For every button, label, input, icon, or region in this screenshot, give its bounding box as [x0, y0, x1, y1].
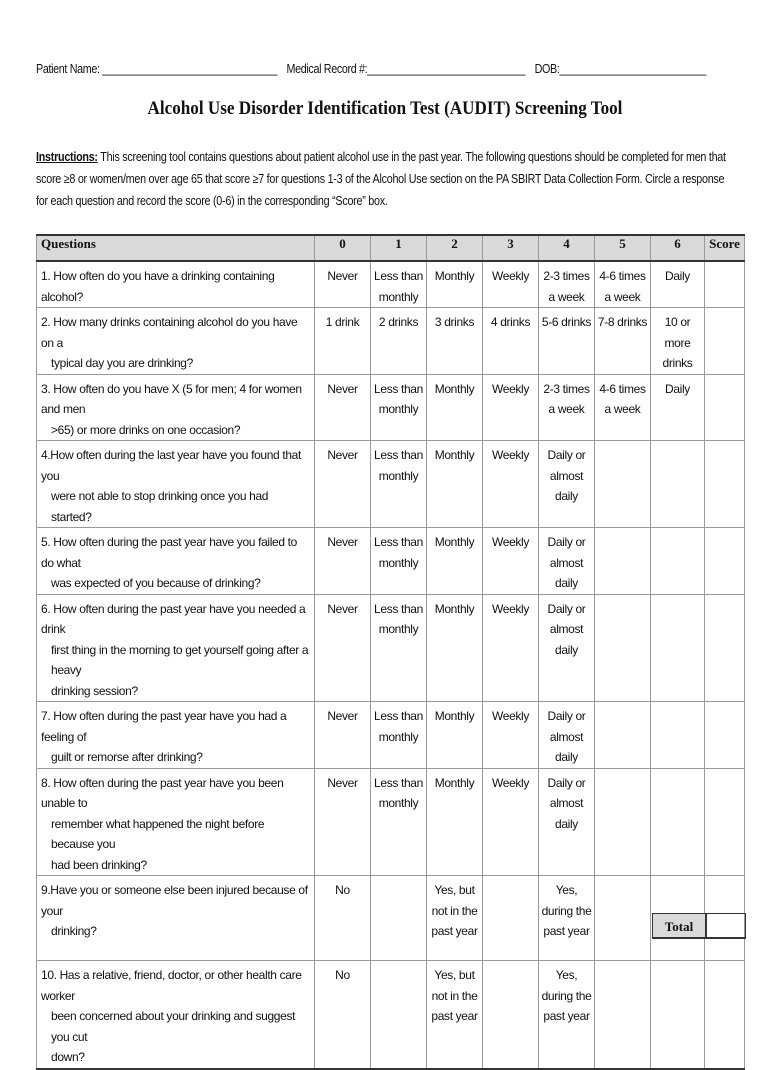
response-option-3[interactable] [483, 702, 539, 769]
response-option-5[interactable] [595, 261, 651, 308]
header-score: Score [705, 235, 745, 261]
response-option-5 [595, 961, 651, 1069]
response-option-label: Never [327, 601, 358, 616]
response-option-label: No [335, 883, 350, 897]
response-option-0[interactable] [315, 876, 371, 961]
response-option-5[interactable] [595, 374, 651, 441]
response-option-2[interactable] [427, 528, 483, 595]
response-option-0[interactable] [315, 528, 371, 595]
response-option-6[interactable] [651, 261, 705, 308]
response-option-label [651, 528, 704, 532]
table-row [37, 261, 745, 308]
response-option-1[interactable] [371, 308, 427, 375]
response-option-label: Monthly [434, 709, 475, 723]
response-option-2[interactable] [427, 876, 483, 961]
response-option-2[interactable] [427, 594, 483, 702]
header-6: 6 [651, 235, 705, 261]
response-option-label: Never [327, 269, 358, 283]
response-option-5 [595, 768, 651, 876]
table-row [37, 308, 745, 375]
question-text: >65) or more drinks on one occasion? [51, 422, 241, 437]
question-cell [37, 261, 315, 308]
response-option-label [371, 876, 426, 880]
response-option-0[interactable] [315, 261, 371, 308]
score-cell[interactable] [705, 308, 745, 375]
table-header-row [37, 235, 745, 261]
response-option-4[interactable] [539, 768, 595, 876]
question-text: 7. How often during the past year have you had a feeling of [41, 709, 287, 744]
response-option-label: Yes, but not in the past year [431, 968, 478, 1023]
page-title: Alcohol Use Disorder Identification Test (AUDIT) Screening Tool [147, 98, 623, 119]
response-option-label [595, 595, 650, 599]
response-option-label: Daily or almost daily [547, 448, 586, 503]
response-option-5 [595, 702, 651, 769]
response-option-label [595, 702, 650, 706]
question-text: 3. How often do you have X (5 for men; 4 for women and men [41, 381, 302, 416]
response-option-label: Less than monthly [374, 775, 423, 810]
response-option-2[interactable] [427, 261, 483, 308]
patient-header [36, 62, 707, 76]
response-option-5 [595, 876, 651, 961]
response-option-label: Weekly [491, 269, 530, 283]
question-text: drinking session? [51, 683, 138, 698]
question-text: was expected of you because of drinking? [51, 576, 261, 590]
response-option-3[interactable] [483, 441, 539, 528]
response-option-label: Daily or almost daily [547, 709, 586, 764]
response-option-label: 3 drinks [434, 315, 475, 329]
question-text: 1. How often do you have a drinking containing alcohol? [41, 269, 275, 304]
response-option-4[interactable] [539, 261, 595, 308]
response-option-3[interactable] [483, 261, 539, 308]
question-text: drinking? [51, 924, 97, 938]
question-cell [37, 528, 315, 595]
response-option-4[interactable] [539, 441, 595, 528]
response-option-label [595, 961, 650, 965]
response-option-label: Yes, during the past year [541, 968, 592, 1023]
total-label: Total [652, 913, 706, 939]
response-option-label: Less than monthly [374, 381, 423, 416]
response-option-label: No [335, 968, 350, 982]
response-option-label: 2-3 times a week [543, 381, 590, 416]
response-option-label: Daily or almost daily [547, 775, 586, 831]
instructions [36, 146, 734, 212]
question-cell [37, 308, 315, 375]
question-text: 8. How often during the past year have you been unable to [41, 775, 284, 810]
response-option-1[interactable] [371, 374, 427, 441]
score-cell[interactable] [705, 374, 745, 441]
response-option-label: 4-6 times a week [599, 269, 646, 304]
question-text: 4.How often during the last year have you found that you [41, 448, 301, 483]
score-cell[interactable] [705, 594, 745, 702]
response-option-label: Weekly [491, 709, 530, 723]
instructions-lead: Instructions: [36, 150, 98, 164]
question-cell [37, 768, 315, 876]
question-text: guilt or remorse after drinking? [51, 750, 203, 764]
response-option-label: Monthly [434, 535, 475, 549]
response-option-label: Less than monthly [374, 448, 423, 483]
question-text: down? [51, 1050, 85, 1064]
question-cell [37, 876, 315, 961]
total-score-box[interactable] [706, 913, 746, 939]
question-cell [37, 374, 315, 441]
response-option-label: Less than monthly [374, 535, 423, 570]
response-option-label: Monthly [434, 269, 475, 283]
response-option-label: 7-8 drinks [597, 315, 648, 329]
dob-field[interactable]: DOB:__________________________ [534, 62, 707, 76]
response-option-1[interactable] [371, 528, 427, 595]
response-option-label: Never [327, 535, 358, 549]
response-option-label: 4-6 times a week [599, 381, 646, 416]
table-row [37, 768, 745, 876]
response-option-label: 2 drinks [378, 315, 419, 329]
response-option-label: Less than monthly [374, 269, 423, 304]
response-option-label [651, 595, 704, 599]
response-option-label [651, 961, 704, 965]
response-option-label: Monthly [434, 448, 475, 462]
response-option-3 [483, 876, 539, 961]
response-option-label: Monthly [434, 381, 475, 396]
response-option-label [651, 876, 704, 880]
response-option-label [595, 441, 650, 445]
response-option-label: Daily [665, 269, 690, 283]
response-option-0[interactable] [315, 308, 371, 375]
score-cell[interactable] [705, 261, 745, 308]
response-option-0[interactable] [315, 441, 371, 528]
response-option-3 [483, 961, 539, 1069]
response-option-2[interactable] [427, 374, 483, 441]
response-option-label: Daily [665, 381, 690, 396]
header-3: 3 [483, 235, 539, 261]
response-option-label [651, 441, 704, 445]
response-option-6 [651, 961, 705, 1069]
response-option-3[interactable] [483, 594, 539, 702]
question-cell [37, 594, 315, 702]
response-option-1[interactable] [371, 594, 427, 702]
response-option-0[interactable] [315, 594, 371, 702]
response-option-4[interactable] [539, 528, 595, 595]
question-cell [37, 702, 315, 769]
response-option-label [483, 876, 538, 880]
response-option-label: Weekly [491, 448, 530, 462]
question-text: had been drinking? [51, 857, 147, 872]
table-row [37, 528, 745, 595]
header-2: 2 [427, 235, 483, 261]
table-row [37, 702, 745, 769]
question-text: remember what happened the night before because you [51, 816, 265, 851]
question-cell [37, 441, 315, 528]
response-option-6 [651, 702, 705, 769]
table-row [37, 374, 745, 441]
question-text: 2. How many drinks containing alcohol do you have on a [41, 315, 298, 350]
table-row [37, 441, 745, 528]
response-option-4[interactable] [539, 702, 595, 769]
response-option-label: 4 drinks [490, 315, 531, 329]
response-option-label [651, 769, 704, 773]
response-option-label: Less than monthly [374, 601, 423, 636]
response-option-4[interactable] [539, 876, 595, 961]
response-option-4[interactable] [539, 308, 595, 375]
score-cell[interactable] [705, 961, 745, 1069]
score-cell[interactable] [705, 528, 745, 595]
question-text: 6. How often during the past year have you needed a drink [41, 601, 306, 636]
response-option-5 [595, 441, 651, 528]
response-option-3[interactable] [483, 768, 539, 876]
response-option-3[interactable] [483, 308, 539, 375]
response-option-4[interactable] [539, 594, 595, 702]
response-option-label: Weekly [491, 381, 530, 396]
response-option-label [595, 876, 650, 880]
response-option-label: 5-6 drinks [541, 315, 592, 329]
response-option-6 [651, 528, 705, 595]
response-option-1[interactable] [371, 768, 427, 876]
score-cell[interactable] [705, 702, 745, 769]
question-text: were not able to stop drinking once you had started? [51, 489, 269, 524]
response-option-label: 10 or more drinks [662, 315, 693, 370]
response-option-2[interactable] [427, 308, 483, 375]
response-option-0[interactable] [315, 702, 371, 769]
response-option-0[interactable] [315, 768, 371, 876]
question-text: typical day you are drinking? [51, 356, 193, 370]
question-text: 10. Has a relative, friend, doctor, or other health care worker [41, 968, 302, 1003]
response-option-0[interactable] [315, 374, 371, 441]
table-row [37, 594, 745, 702]
response-option-6[interactable] [651, 308, 705, 375]
header-0: 0 [315, 235, 371, 261]
response-option-label [595, 769, 650, 773]
response-option-2[interactable] [427, 768, 483, 876]
response-option-6[interactable] [651, 374, 705, 441]
response-option-label: Yes, but not in the past year [431, 883, 478, 938]
response-option-1 [371, 876, 427, 961]
response-option-1[interactable] [371, 702, 427, 769]
response-option-label: Monthly [434, 775, 475, 790]
response-option-label: 2-3 times a week [543, 269, 590, 304]
question-text: first thing in the morning to get yourself going after a heavy [51, 642, 309, 677]
response-option-label: Weekly [491, 601, 530, 616]
instructions-text: This screening tool contains questions about patient alcohol use in the past year. The following questions should be completed for men that score ≥8 or women/men over age 65 that score ≥7 for questions 1-3 of the Alcohol Use section on the PA SBIRT Data Collection Form. Circle a response for each question and record the score (0-6) in the corresponding “Score” box. [36, 150, 726, 208]
response-option-label: Never [327, 381, 358, 396]
response-option-label [371, 961, 426, 965]
score-cell[interactable] [705, 441, 745, 528]
response-option-5 [595, 528, 651, 595]
question-text: 9.Have you or someone else been injured because of your [41, 883, 308, 918]
response-option-3[interactable] [483, 528, 539, 595]
header-5: 5 [595, 235, 651, 261]
response-option-6 [651, 768, 705, 876]
medical-record-field[interactable]: Medical Record #:____________________________ [286, 62, 526, 76]
response-option-5 [595, 594, 651, 702]
response-option-1 [371, 961, 427, 1069]
response-option-5[interactable] [595, 308, 651, 375]
question-cell [37, 961, 315, 1069]
audit-table [36, 234, 745, 1070]
header-1: 1 [371, 235, 427, 261]
response-option-label: Yes, during the past year [541, 883, 592, 938]
response-option-label: Never [327, 775, 358, 790]
response-option-1[interactable] [371, 441, 427, 528]
score-cell[interactable] [705, 768, 745, 876]
response-option-label: Monthly [434, 601, 475, 616]
response-option-6 [651, 441, 705, 528]
response-option-label: 1 drink [325, 315, 360, 329]
table-row [37, 961, 745, 1069]
response-option-label: Daily or almost daily [547, 601, 586, 657]
response-option-6 [651, 594, 705, 702]
response-option-label [595, 528, 650, 532]
table-row [37, 876, 745, 961]
response-option-4[interactable] [539, 374, 595, 441]
header-questions: Questions [37, 235, 315, 261]
response-option-1[interactable] [371, 261, 427, 308]
response-option-2[interactable] [427, 441, 483, 528]
response-option-label: Never [327, 709, 358, 723]
response-option-label: Weekly [491, 535, 530, 549]
response-option-2[interactable] [427, 702, 483, 769]
header-4: 4 [539, 235, 595, 261]
response-option-4[interactable] [539, 961, 595, 1069]
response-option-label: Less than monthly [374, 709, 423, 744]
question-text: 5. How often during the past year have you failed to do what [41, 535, 297, 570]
response-option-label: Daily or almost daily [547, 535, 586, 590]
response-option-label: Weekly [491, 775, 530, 790]
response-option-label [651, 702, 704, 706]
response-option-label: Never [327, 448, 358, 462]
response-option-2[interactable] [427, 961, 483, 1069]
response-option-0[interactable] [315, 961, 371, 1069]
question-text: been concerned about your drinking and suggest you cut [51, 1009, 296, 1044]
response-option-label [483, 961, 538, 965]
response-option-3[interactable] [483, 374, 539, 441]
patient-name-field[interactable]: Patient Name: _______________________________ [36, 62, 277, 76]
